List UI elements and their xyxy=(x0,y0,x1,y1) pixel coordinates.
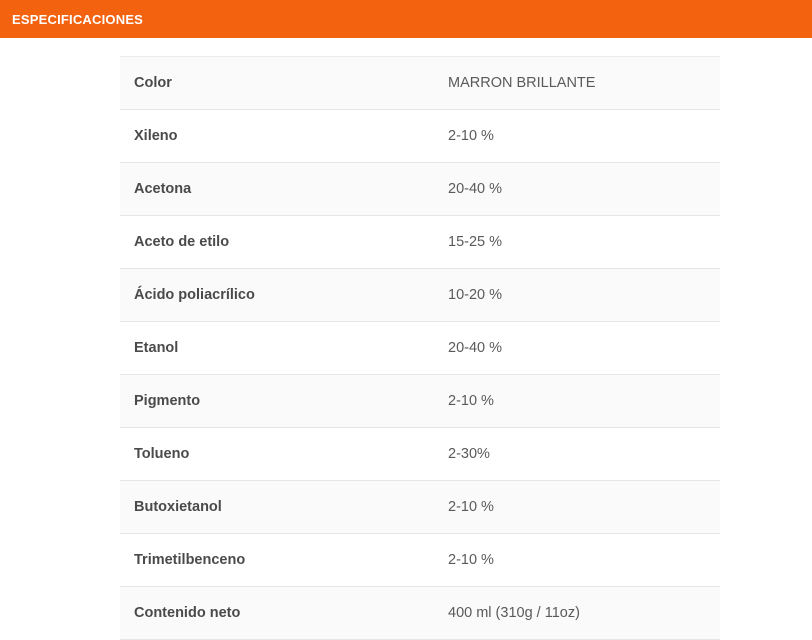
table-row xyxy=(120,110,720,163)
spec-label: Trimetilbenceno xyxy=(120,534,434,587)
spec-value: 2-10 % xyxy=(434,534,720,587)
table-row xyxy=(120,163,720,216)
spec-value: 400 ml (310g / 11oz) xyxy=(434,587,720,640)
spec-value: 20-40 % xyxy=(434,322,720,375)
table-row xyxy=(120,587,720,640)
spec-label: Acetona xyxy=(120,163,434,216)
spec-label: Color xyxy=(120,57,434,110)
spec-label: Pigmento xyxy=(120,375,434,428)
spec-value: 2-30% xyxy=(434,428,720,481)
spec-value: 2-10 % xyxy=(434,375,720,428)
table-row xyxy=(120,428,720,481)
table-row xyxy=(120,375,720,428)
table-row xyxy=(120,269,720,322)
spec-value: 2-10 % xyxy=(434,481,720,534)
table-row xyxy=(120,57,720,110)
specifications-table-body xyxy=(120,57,720,640)
spec-value: 10-20 % xyxy=(434,269,720,322)
spec-value: 2-10 % xyxy=(434,110,720,163)
spec-label: Aceto de etilo xyxy=(120,216,434,269)
spec-label: Etanol xyxy=(120,322,434,375)
specifications-table xyxy=(120,56,720,640)
spec-value: 20-40 % xyxy=(434,163,720,216)
spec-label: Tolueno xyxy=(120,428,434,481)
table-row xyxy=(120,322,720,375)
spec-label: Butoxietanol xyxy=(120,481,434,534)
spec-label: Ácido poliacrílico xyxy=(120,269,434,322)
table-row xyxy=(120,534,720,587)
page-title: ESPECIFICACIONES xyxy=(12,11,144,27)
spec-label: Xileno xyxy=(120,110,434,163)
specifications-header xyxy=(0,0,812,38)
spec-value: MARRON BRILLANTE xyxy=(434,57,720,110)
spec-label: Contenido neto xyxy=(120,587,434,640)
table-row xyxy=(120,216,720,269)
spec-value: 15-25 % xyxy=(434,216,720,269)
specifications-table-container xyxy=(0,38,812,640)
table-row xyxy=(120,481,720,534)
